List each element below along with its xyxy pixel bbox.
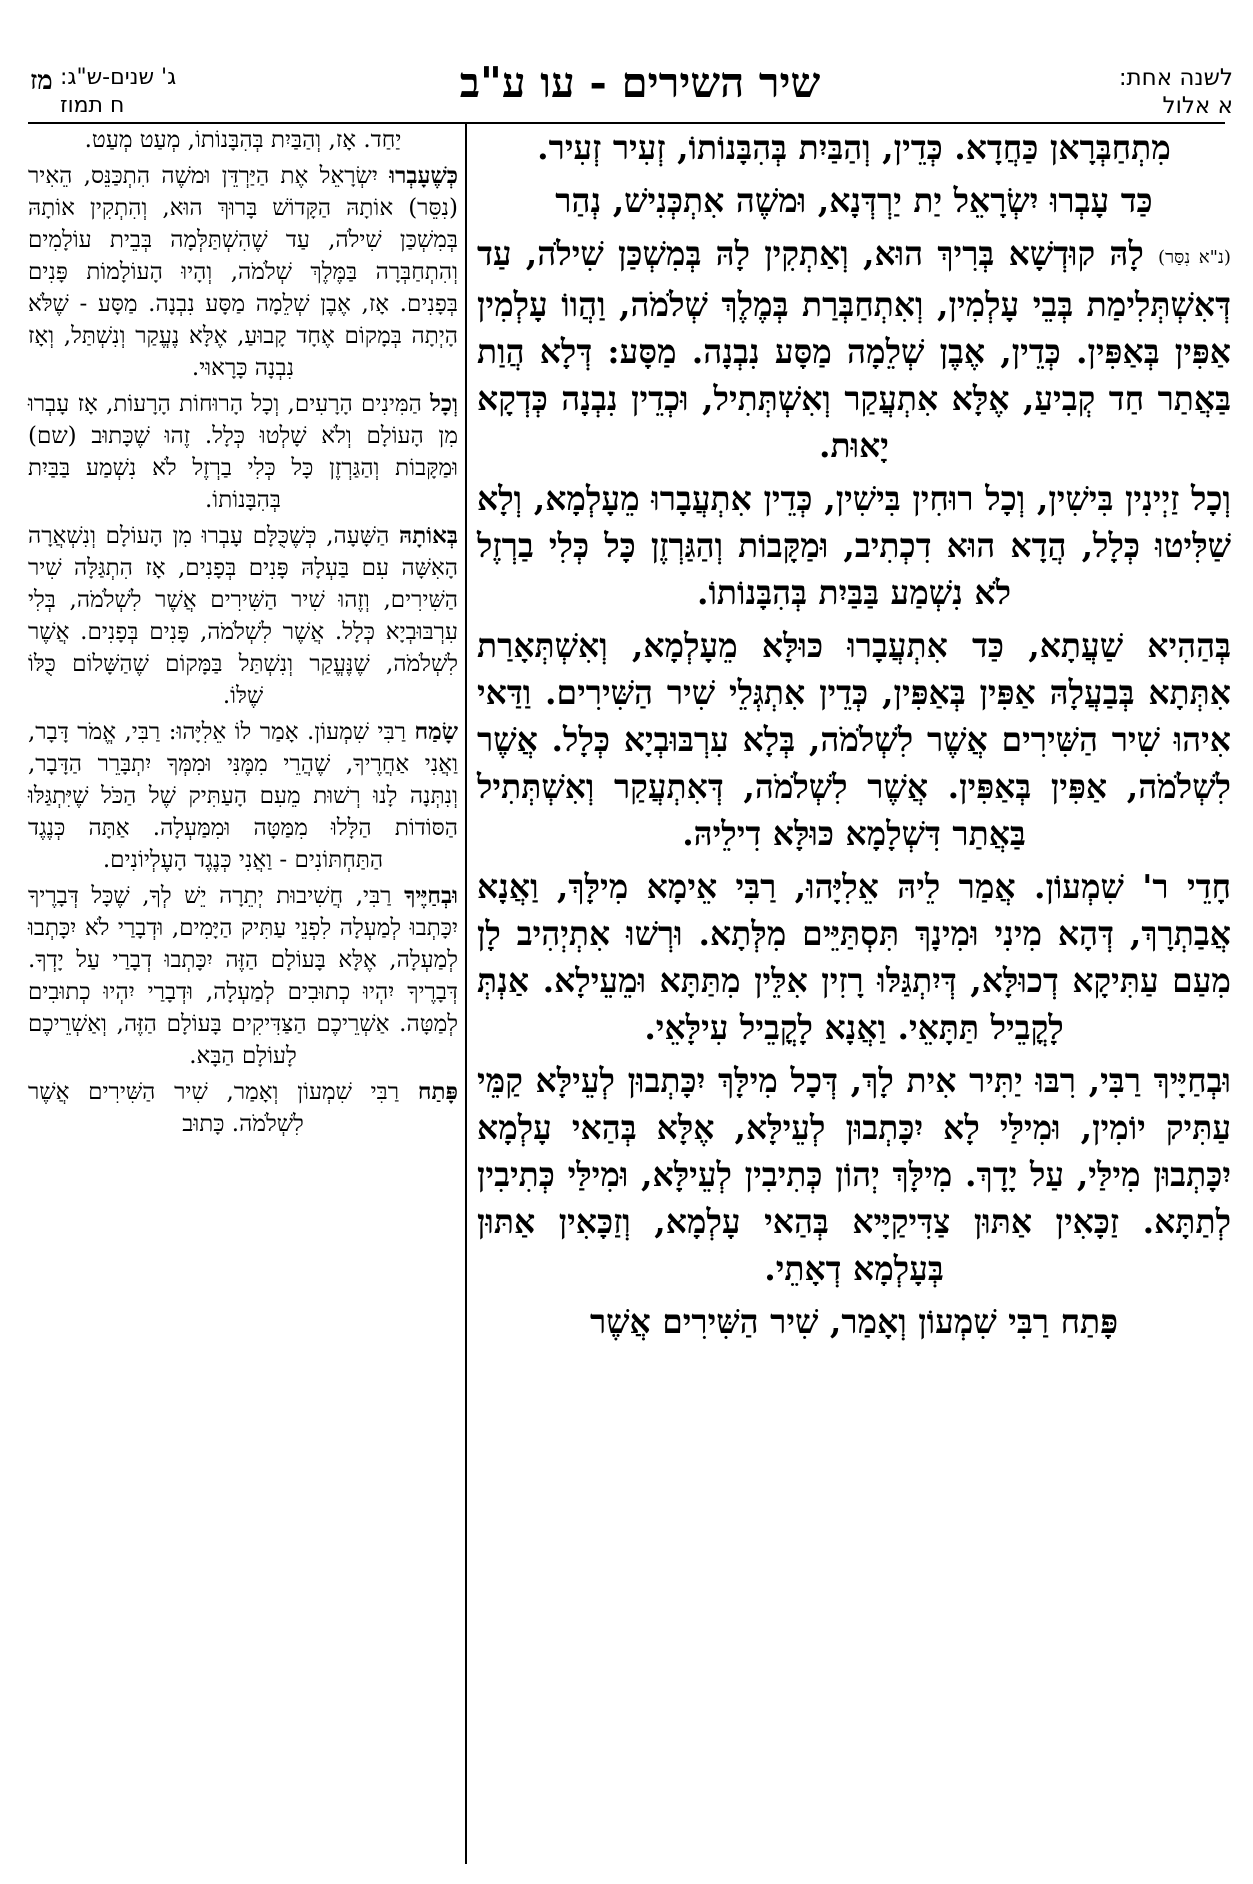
paragraph-text: רַבִּי שִׁמְעוֹן וְאָמַר, שִׁיר הַשִּׁירִים אֲשֶׁר (589, 1302, 1049, 1341)
paragraph-text: יִשְׂרָאֵל אֶת הַיַּרְדֵּן וּמשֶׁה הִתְכַּנֵּס, הֵאִיר (נִסֵּר) אוֹתָהּ הַקָּדוֹשׁ בָּרוּךְ הוּא, וְהִתְקִין אוֹתָהּ בְּמִשְׁכַּן שִׁילֹה, עַד שֶׁהִשְׁתַּלְּמָה בְּבֵית עוֹלָמִים וְהִתְחַבְּרָה בַּמֶּלֶךְ שְׁלֹמֹה, וְהָיוּ הָעוֹלָמוֹת פָּנִים בְּפָנִים. אָז, אֶבֶן שְׁלֵמָה מַסָּע נִבְנָה. מַסָּע - שֶׁלֹּא הָיְתָה בְּמָקוֹם אֶחָד קָבוּעַ, אֶלָּא נֶעֱקַר וְנִשְׁתַּל, וְאָז נִבְנָה כָּרָאוּי. (28, 163, 458, 381)
paragraph-lead-word: בְּהַהִיא (1147, 626, 1231, 665)
paragraph (28, 716, 458, 876)
page-title: שיר השירים - עו ע"ב (459, 58, 821, 107)
paragraph-text: זַיְינִין בִּישִׁין, וְכָל רוּחִין בִּישִׁין, כְּדֵין אִתְעֲבָרוּ מֵעָלְמָא, וְלָא שַׁלִּיטוּ כְּלָל, הֲדָא הוּא דִכְתִיב, וּמַקָּבוֹת וְהַגַּרְזֶן כָּל כְּלִי בַרְזֶל לֹא נִשְׁמַע בַּבַּיִת בְּהִבָּנוֹתוֹ. (477, 479, 1231, 612)
paragraph (28, 160, 458, 384)
header-three-years-date: ח תמוז (60, 93, 125, 118)
paragraph (28, 388, 458, 516)
variant-reading-note: (נ"א נִסַּר) (1158, 247, 1231, 268)
paragraph-text: רַבִּי שִׁמְעוֹן וְאָמַר, שִׁיר הַשִּׁירִים אֲשֶׁר לִשְׁלֹמֹה. כָּתוּב (28, 1079, 400, 1137)
paragraph-text: רַבִּי, חֲשִׁיבוּת יְתֵרָה יֵשׁ לְךָ, שֶׁכָּל דְּבָרֶיךָ יִכָּתְבוּ לְמַעְלָה לִפְנֵי עַתִּיק הַיָּמִים, וּדְבָרַי לֹא יִכָּתְבוּ לְמַעְלָה, אֶלָּא בָּעוֹלָם הַזֶּה יִכָּתְבוּ דְבָרַי עַל יָדְךָ. דְּבָרֶיךָ יִהְיוּ כְתוּבִים לְמַעְלָה, וּדְבָרַי יִהְיוּ כְתוּבִים לְמַטָּה. אַשְׁרֵיכֶם הַצַּדִּיקִים בָּעוֹלָם הַזֶּה, וְאַשְׁרֵיכֶם לָעוֹלָם הַבָּא. (28, 883, 458, 1069)
paragraph (477, 863, 1231, 1051)
paragraph-lead-word: חָדֵי (1186, 867, 1231, 906)
header-three-years-label: ג' שנים-ש"ג: (60, 65, 177, 90)
paragraph-text: לָהּ קוּדְשָׁא בְּרִיךְ הוּא, וְאַתְקִין לָהּ בְּמִשְׁכַּן שִׁילֹה, עַד דְּאִשְׁתְּלִימַת בְּבֵי עָלְמִין, וְאִתְחַבְּרַת בְּמֶלֶךְ שְׁלֹמֹה, וַהֲווֹ עָלְמִין אַפִּין בְּאַפִּין. כְּדֵין, אֶבֶן שְׁלֵמָה מַסָּע נִבְנָה. מַסָּע: דְּלָא הֲוַת בַּאֲתַר חַד קְבִיעַ, אֶלָּא אִתְעֲקַר וְאִשְׁתְּתִיל, וּכְדֵין נִבְנָה כְּדְקָא יָאוּת. (477, 234, 1231, 465)
paragraph-lead-word: פָּתַח (417, 1078, 458, 1105)
header-study-schedule-one-year (1053, 64, 1233, 120)
paragraph-lead-word: שָׂמַח (414, 718, 459, 745)
paragraph (477, 1298, 1231, 1345)
paragraph-lead-word: פָּתַח (1060, 1302, 1119, 1341)
paragraph-text: רַבִּי, רִבּוּ יַתִּיר אִית לָךְ, דְּכָל מִילָּךְ יִכָּתְבוּן לְעֵילָּא קַמֵּי עַתִּיק יוֹמִין, וּמִילַּי לָא יִכָּתְבוּן לְעֵילָּא, אֶלָּא בְּהַאי עָלְמָא יִכָּתְבוּן מִילַּי, עַל יָדָךְ. מִילָּךְ יְהוֹן כְּתִיבִין לְעֵילָּא, וּמִילַּי כְּתִיבִין לְתַתָּא. זַכָּאִין אַתּוּן צַדִּיקַיָּיא בְּהַאי עָלְמָא, וְזַכָּאִין אַתּוּן בְּעָלְמָא דְאָתֵי. (477, 1061, 1231, 1288)
paragraph-lead-word: בְּאוֹתָהּ (399, 522, 459, 549)
paragraph (28, 1076, 458, 1140)
paragraph-lead-word: וְכָל (430, 390, 458, 417)
paragraph (477, 124, 1231, 171)
header-one-year-label: לשנה אחת: (1118, 65, 1233, 91)
header-one-year-date: א אלול (1162, 93, 1233, 119)
paragraph-lead-word: וְכָל (1190, 479, 1231, 518)
paragraph (477, 230, 1231, 469)
paragraph (477, 622, 1231, 857)
page-number: מז (30, 66, 53, 96)
paragraph-text: ר' שִׁמְעוֹן. אֲמַר לֵיהּ אֵלִיָּהוּ, רַבִּי אֵימָא מִילָּךְ, וַאֲנָא אֲבַתְרָךְ, דְּהָא מִינִי וּמִינָךְ תִּסְתַּיֵּים מִלְּתָא. וּרְשׁוּ אִתְיְהִיב לָן מִעַם עַתִּיקָא דְכוּלָּא, דְּיִתְגַּלּוּ רָזִין אִלֵּין מִתַּתָּא וּמֵעֵילָא. אַנְתְּ לָקֳבֵיל תַּתָּאֵי. וַאֲנָא לָקֳבֵיל עִילָּאֵי. (477, 867, 1231, 1047)
aramaic-main-column (477, 124, 1231, 1351)
paragraph-lead-word: וּבְחַיֶּיךָ (404, 882, 459, 909)
hebrew-translation-column (28, 124, 458, 1144)
paragraph (28, 880, 458, 1072)
paragraph-lead-word: כַּד (1120, 181, 1153, 220)
paragraph (28, 124, 458, 156)
header-study-schedule-three-years (60, 64, 300, 120)
paragraph-lead-word: כְּשֶׁעָבְרוּ (389, 162, 458, 189)
paragraph-lead-word: וּבְחַיָּיךְ (1153, 1061, 1231, 1100)
paragraph-text: יַחַד. אָז, וְהַבַּיִת בְּהִבָּנוֹתוֹ, מְעַט מְעַט. (84, 127, 402, 153)
paragraph-text: מִתְחַבְּרָאן כַּחֲדָא. כְּדֵין, וְהַבַּיִת בְּהִבָּנוֹתוֹ, זְעִיר זְעִיר. (537, 128, 1171, 167)
paragraph-text: הַמִּינִים הָרָעִים, וְכָל הָרוּחוֹת הָרָעוֹת, אָז עָבְרוּ מִן הָעוֹלָם וְלֹא שָׁלְטוּ כְּלָל. זֶהוּ שֶׁכָּתוּב (שם) וּמַקָּבוֹת וְהַגַּרְזֶן כָּל כְּלִי בַרְזֶל לֹא נִשְׁמַע בַּבַּיִת בְּהִבָּנוֹתוֹ. (28, 391, 458, 513)
paragraph-text: עָבְרוּ יִשְׂרָאֵל יַת יַרְדְּנָא, וּמשֶׁה אִתְכְּנִישׁ, נְהַר (555, 181, 1110, 220)
paragraph (477, 1057, 1231, 1292)
column-divider (465, 124, 467, 1864)
paragraph-text: הַשָּׁעָה, כְּשֶׁכֻּלָּם עָבְרוּ מִן הָעוֹלָם וְנִשְׁאֲרָה הָאִשָּׁה עִם בַּעְלָהּ פָּנִים בְּפָנִים, אָז הִתְגַּלָּה שִׁיר הַשִּׁירִים, וְזֶהוּ שִׁיר הַשִּׁירִים אֲשֶׁר לִשְׁלֹמֹה, בְּלִי עִרְבּוּבְיָא כְּלָל. אֲשֶׁר לִשְׁלֹמֹה, פָּנִים בְּפָנִים. אֲשֶׁר לִשְׁלֹמֹה, שֶׁנֶּעֱקַר וְנִשְׁתַּל בַּמָּקוֹם שֶׁהַשָּׁלוֹם כֻּלּוֹ שֶׁלּוֹ. (28, 523, 458, 709)
paragraph (477, 177, 1231, 224)
paragraph-text: שַׁעֲתָא, כַּד אִתְעֲבָרוּ כּוּלָּא מֵעָלְמָא, וְאִשְׁתְּאָרַת אִתְּתָא בְּבַעֲלָהּ אַפִּין בְּאַפִּין, כְּדֵין אִתְגְּלֵי שִׁיר הַשִּׁירִים. וַדַּאי אִיהוּ שִׁיר הַשִּׁירִים אֲשֶׁר לִשְׁלֹמֹה, בְּלָא עִרְבּוּבְיָא כְּלָל. אֲשֶׁר לִשְׁלֹמֹה, אַפִּין בְּאַפִּין. אֲשֶׁר לִשְׁלֹמֹה, דְּאִתְעֲקַר וְאִשְׁתְּתִיל בַּאֲתַר דִּשְׁלָמָא כּוּלָּא דִילֵיהּ. (477, 626, 1231, 853)
paragraph (28, 520, 458, 712)
paragraph-text: רַבִּי שִׁמְעוֹן. אָמַר לוֹ אֵלִיָּהוּ: רַבִּי, אֱמֹר דָּבָר, וַאֲנִי אַחֲרֶיךָ, שֶׁהֲרֵי מִמֶּנִּי וּמִמְּךָ יִתְבָּרֵר הַדָּבָר, וְנִתְּנָה לָנוּ רְשׁוּת מֵעִם הָעַתִּיק שֶׁל הַכֹּל שֶׁיִּתְגַּלּוּ הַסּוֹדוֹת הַלָּלוּ מִמַּטָּה וּמִמַּעְלָה. אַתָּה כְּנֶגֶד הַתַּחְתּוֹנִים - וַאֲנִי כְּנֶגֶד הָעֶלְיוֹנִים. (28, 719, 458, 873)
paragraph (477, 475, 1231, 616)
